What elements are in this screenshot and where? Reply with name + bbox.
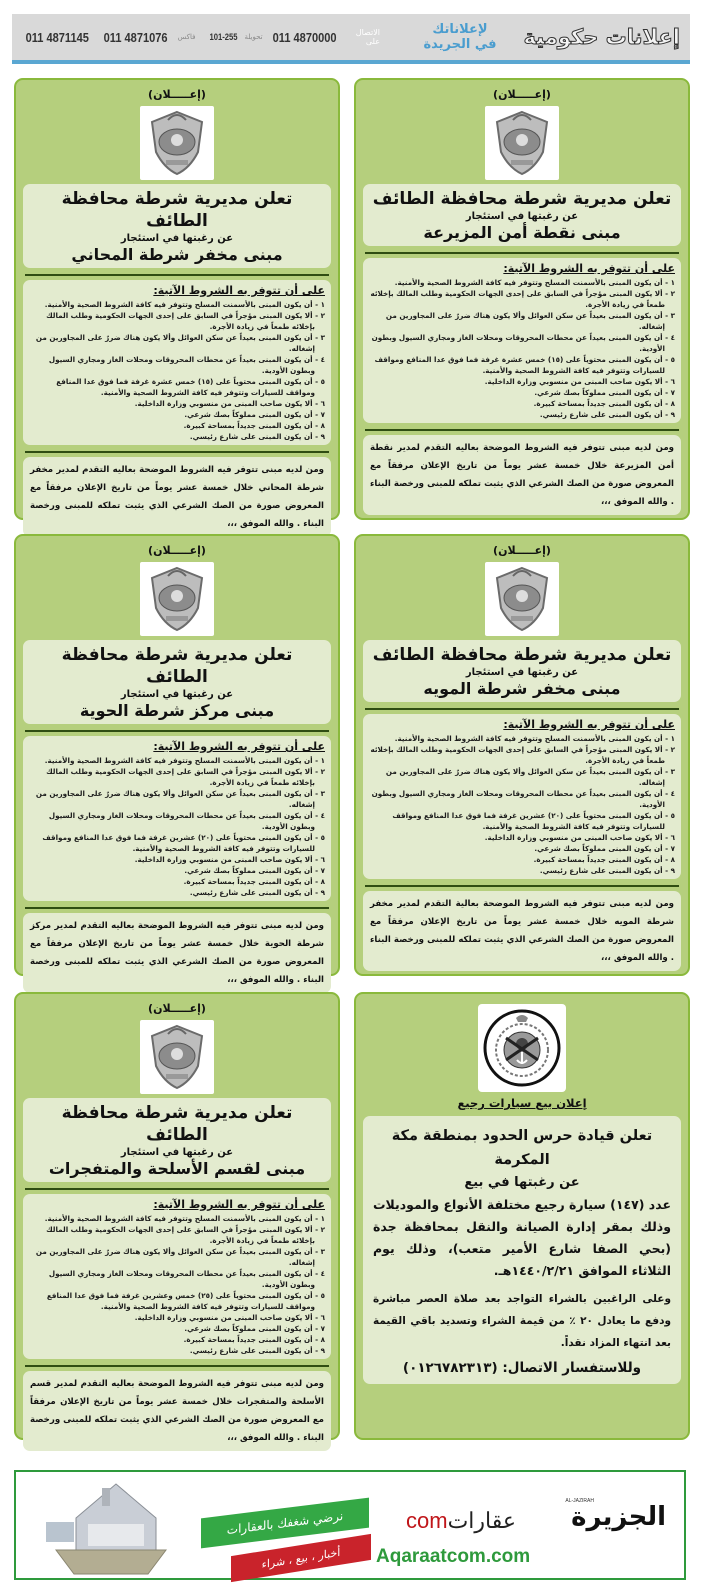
condition-item: ٢ - ألا يكون المبنى مؤجراً في السابق على إحدى الجهات الحكومية وطلب المالك بإخلائه طمعاً في زيادة الأجرة. (46, 311, 325, 331)
conditions-heading: على أن تتوفر به الشروط الآتية: (153, 740, 325, 753)
public-security-emblem-icon (485, 106, 559, 180)
conditions-box (363, 714, 681, 879)
jazirah-logo: الجزيرة (571, 1502, 666, 1532)
condition-item: ٥ - أن يكون المبنى محتوياً على (١٥) خمس عشرة غرفة فما فوق عدا المنافع ومواقف للسيارات وتتوفر فيه كافة الشروط الصحية والأمنية. (374, 355, 675, 375)
intent-text: عن رغبتها في استئجار (465, 667, 579, 678)
auction-body (363, 1116, 681, 1384)
condition-item: ٦ - ألا يكون صاحب المبنى من منسوبي وزارة الداخلية. (134, 855, 325, 864)
extension-range: 101-255 (209, 32, 238, 42)
condition-item: ١ - أن يكون المبنى بالأسمنت المسلح وتتوفر فيه كافة الشروط الصحية والأمنية. (44, 300, 325, 309)
condition-item: ١ - أن يكون المبنى بالأسمنت المسلح وتتوفر فيه كافة الشروط الصحية والأمنية. (394, 278, 675, 287)
condition-item: ٤ - أن يكون المبنى بعيداً عن محطات المحروقات ومحلات الغاز ومجاري السيول وبطون الأودية. (48, 1269, 325, 1289)
condition-item: ٣ - أن يكون المبنى بعيداً عن سكن العوائل وألا يكون هناك ضررٌ على المجاورين من إشغاله. (35, 789, 325, 809)
intent-text: عن رغبتها في استئجار (465, 211, 579, 222)
building-name: مبنى مخفر شرطة المحاني (71, 245, 283, 264)
condition-item: ٢ - ألا يكون المبنى مؤجراً في السابق على إحدى الجهات الحكومية وطلب المالك بإخلائه طمعاً في زيادة الأجرة. (370, 745, 675, 765)
conditions-heading: على أن تتوفر به الشروط الآتية: (153, 284, 325, 297)
condition-item: ٨ - أن يكون المبنى جديداً بمساحة كبيرة. (533, 855, 675, 864)
conditions-box (363, 258, 681, 423)
ad-card-weapons-explosives (14, 992, 340, 1443)
title-box (363, 184, 681, 246)
auction-intent: عن رغبتها في بيع (464, 1175, 580, 1190)
issuer-heading: تعلن مديرية شرطة محافظة الطائف (61, 645, 293, 687)
building-name: مبنى لقسم الأسلحة والمتفجرات (48, 1159, 306, 1178)
public-security-emblem-icon (140, 106, 214, 180)
condition-item: ٩ - أن يكون المبنى على شارع رئيسي. (189, 1346, 325, 1355)
ad-card-almuwayh (354, 534, 690, 976)
condition-item: ٤ - أن يكون المبنى بعيداً عن محطات المحروقات ومحلات الغاز ومجاري السيول وبطون الأودية. (48, 355, 325, 375)
title-box (363, 640, 681, 702)
public-security-emblem-icon (140, 562, 214, 636)
auction-instructions: وعلى الراغبين بالشراء التواجد بعد صلاة العصر مباشرة ودفع ما يعادل ٢٠ ٪ من قيمة الشراء وتسديد باقي القيمة بعد انتهاء المزاد نقداً. (373, 1293, 671, 1349)
public-security-emblem-icon (485, 562, 559, 636)
aqaraatcom-banner[interactable] (14, 1470, 686, 1580)
condition-item: ٦ - ألا يكون صاحب المبنى من منسوبي وزارة الداخلية. (134, 1313, 325, 1322)
condition-item: ٩ - أن يكون المبنى على شارع رئيسي. (189, 888, 325, 897)
condition-item: ٨ - أن يكون المبنى جديداً بمساحة كبيرة. (183, 1335, 325, 1344)
issuer-heading: تعلن مديرية شرطة محافظة الطائف (61, 1103, 293, 1145)
aqarat-url-link[interactable]: Aqaraatcom.com (376, 1546, 531, 1567)
divider (25, 451, 329, 453)
jazirah-logo-small: AL-JAZIRAH (565, 1498, 594, 1504)
divider (25, 730, 329, 732)
condition-item: ٧ - أن يكون المبنى مملوكاً بصك شرعي. (534, 844, 675, 853)
ad-card-almuzayraa (354, 78, 690, 520)
slogan-green-ribbon: نرضي شغفك بالعقارات (201, 1498, 369, 1549)
fax-number-1: 011 4871076 (104, 29, 169, 45)
house-laptop-illustration-icon (36, 1478, 186, 1578)
conditions-heading: على أن تتوفر به الشروط الآتية: (503, 718, 675, 731)
fax-label: فاكس (177, 33, 196, 41)
conditions-heading: على أن تتوفر به الشروط الآتية: (503, 262, 675, 275)
issuer-heading: تعلن مديرية شرطة محافظة الطائف (372, 189, 672, 209)
aqarat-logo-ar: عقارات (447, 1508, 516, 1533)
condition-item: ١ - أن يكون المبنى بالأسمنت المسلح وتتوفر فيه كافة الشروط الصحية والأمنية. (44, 756, 325, 765)
intent-text: عن رغبتها في استئجار (120, 233, 234, 244)
border-guard-emblem-icon (478, 1004, 566, 1092)
condition-item: ٩ - أن يكون المبنى على شارع رئيسي. (539, 866, 675, 875)
condition-item: ٣ - أن يكون المبنى بعيداً عن سكن العوائل وألا يكون هناك ضررٌ على المجاورين من إشغاله. (385, 767, 675, 787)
divider (25, 1365, 329, 1367)
condition-item: ٣ - أن يكون المبنى بعيداً عن سكن العوائل وألا يكون هناك ضررٌ على المجاورين من إشغاله. (35, 333, 325, 353)
divider (365, 429, 679, 431)
issuer-heading: تعلن مديرية شرطة محافظة الطائف (61, 189, 293, 231)
condition-item: ٦ - ألا يكون صاحب المبنى من منسوبي وزارة الداخلية. (484, 377, 675, 386)
announcement-label: (إعـــــلان) (148, 1002, 206, 1015)
tagline-line1: لإعلاناتك (432, 22, 488, 37)
condition-item: ٨ - أن يكون المبنى جديداً بمساحة كبيرة. (183, 877, 325, 886)
footer-text: ومن لديه مبنى تتوفر فيه الشروط الموضحة بعالية التقدم لمدير مخفر شرطة المويه خلال خمسة عشر يوماً من تاريخ الإعلان مرفقاً مع المعروض صورة من الصك الشرعي الذي يثبت تملكه للمبنى ورخصة البناء . والله الموفق ،،، (363, 891, 681, 971)
issuer-heading: تعلن مديرية شرطة محافظة الطائف (372, 645, 672, 665)
aqarat-logo-com: com (406, 1508, 448, 1533)
condition-item: ٥ - أن يكون المبنى محتوياً على (٢٥) خمس وعشرين غرفة فما فوق عدا المنافع ومواقف للسيارات وتتوفر فيه كافة الشروط الصحية والأمنية. (46, 1291, 325, 1311)
divider (365, 252, 679, 254)
announcement-label: (إعـــــلان) (148, 88, 206, 101)
announcement-label: (إعـــــلان) (493, 544, 551, 557)
intent-text: عن رغبتها في استئجار (120, 689, 234, 700)
condition-item: ٤ - أن يكون المبنى بعيداً عن محطات المحروقات ومحلات الغاز ومجاري السيول وبطون الأودية. (48, 811, 325, 831)
contact-label (356, 28, 380, 46)
condition-item: ٣ - أن يكون المبنى بعيداً عن سكن العوائل وألا يكون هناك ضررٌ على المجاورين من إشغاله. (35, 1247, 325, 1267)
condition-item: ٢ - ألا يكون المبنى مؤجراً في السابق على إحدى الجهات الحكومية وطلب المالك بإخلائه طمعاً في زيادة الأجرة. (46, 1225, 325, 1245)
title-box (23, 1098, 331, 1182)
condition-item: ١ - أن يكون المبنى بالأسمنت المسلح وتتوفر فيه كافة الشروط الصحية والأمنية. (394, 734, 675, 743)
conditions-box (23, 1194, 331, 1359)
condition-item: ٦ - ألا يكون صاحب المبنى من منسوبي وزارة الداخلية. (134, 399, 325, 408)
title-box (23, 640, 331, 724)
section-header (12, 14, 690, 64)
building-name: مبنى مركز شرطة الحوية (79, 701, 275, 720)
footer-text: ومن لديه مبنى تتوفر فيه الشروط الموضحة بعاليه التقدم لمدير مركز شرطة الحوية خلال خمسة عشر يوماً من تاريخ الإعلان مرفقاً مع المعروض صورة من الصك الشرعي الذي يثبت تملكه للمبنى ورخصة البناء . والله الموفق ،،، (23, 913, 331, 993)
condition-item: ٧ - أن يكون المبنى مملوكاً بصك شرعي. (184, 866, 325, 875)
header-contact (12, 28, 405, 46)
building-name: مبنى نقطة أمن المزيرعة (423, 223, 621, 242)
public-security-emblem-icon (140, 1020, 214, 1094)
condition-item: ١ - أن يكون المبنى بالأسمنت المسلح وتتوفر فيه كافة الشروط الصحية والأمنية. (44, 1214, 325, 1223)
auction-contact: وللاستفسار الاتصال: (٠١٢٦٧٨٢٣١٣) (402, 1360, 642, 1376)
header-tagline (405, 22, 515, 52)
condition-item: ٨ - أن يكون المبنى جديداً بمساحة كبيرة. (533, 399, 675, 408)
footer-text: ومن لديه مبنى تتوفر فيه الشروط الموضحة بعاليه التقدم لمدير قسم الأسلحة والمتفجرات خلال خمسة عشر يوماً من تاريخ الإعلان مرفقاً مع المعروض صورة من الصك الشرعي الذي يثبت تملكه للمبنى ورخصة البناء . والله الموفق ،،، (23, 1371, 331, 1451)
slogan-red-ribbon: أخبار ، بيع ، شراء (231, 1534, 371, 1582)
condition-item: ٥ - أن يكون المبنى محتوياً على (٢٠) عشرين غرفة فما فوق عدا المنافع ومواقف للسيارات وتتوفر فيه كافة الشروط الصحية والأمنية. (392, 811, 675, 831)
auction-announcement-title: إعلان بيع سيارات رجيع (457, 1096, 587, 1110)
building-name: مبنى مخفر شرطة المويه (423, 679, 621, 698)
contact-label-line1: الاتصال (355, 28, 380, 37)
main-phone: 011 4870000 (272, 29, 337, 45)
announcement-label: (إعـــــلان) (493, 88, 551, 101)
divider (365, 885, 679, 887)
ad-card-border-guard-auction (354, 992, 690, 1440)
condition-item: ٨ - أن يكون المبنى جديداً بمساحة كبيرة. (183, 421, 325, 430)
intent-text: عن رغبتها في استئجار (120, 1147, 234, 1158)
condition-item: ٤ - أن يكون المبنى بعيداً عن محطات المحروقات ومحلات الغاز ومجاري السيول وبطون الأودية. (371, 789, 675, 809)
condition-item: ٥ - أن يكون المبنى محتوياً على (١٥) خمس عشرة غرفة فما فوق عدا المنافع ومواقف للسيارات وتتوفر فيه كافة الشروط الصحية والأمنية. (56, 377, 325, 397)
condition-item: ٦ - ألا يكون صاحب المبنى من منسوبي وزارة الداخلية. (484, 833, 675, 842)
conditions-box (23, 280, 331, 445)
auction-issuer: تعلن قيادة حرس الحدود بمنطقة مكة المكرمة (391, 1128, 653, 1168)
condition-item: ٤ - أن يكون المبنى بعيداً عن محطات المحروقات ومحلات الغاز ومجاري السيول وبطون الأودية. (371, 333, 675, 353)
divider (25, 1188, 329, 1190)
ad-card-almahani (14, 78, 340, 529)
title-box (23, 184, 331, 268)
condition-item: ٢ - ألا يكون المبنى مؤجراً في السابق على إحدى الجهات الحكومية وطلب المالك بإخلائه طمعاً في زيادة الأجرة. (46, 767, 325, 787)
divider (365, 708, 679, 710)
footer-text: ومن لديه مبنى تتوفر فيه الشروط الموضحة بعاليه التقدم لمدير نقطة أمن المزيرعة خلال خمسة عشر يوماً من تاريخ الإعلان مرفقاً مع المعروض صورة من الصك الشرعي الذي يثبت تملكه للمبنى ورخصة البناء . والله الموفق ،،، (363, 435, 681, 515)
conditions-box (23, 736, 331, 901)
condition-item: ٥ - أن يكون المبنى محتوياً على (٢٠) عشرين غرفة فما فوق عدا المنافع ومواقف للسيارات وتتوفر فيه كافة الشروط الصحية والأمنية. (42, 833, 325, 853)
fax-number-2: 011 4871145 (25, 29, 89, 45)
conditions-heading: على أن تتوفر به الشروط الآتية: (153, 1198, 325, 1211)
condition-item: ٧ - أن يكون المبنى مملوكاً بصك شرعي. (534, 388, 675, 397)
footer-text: ومن لديه مبنى تتوفر فيه الشروط الموضحة بعاليه التقدم لمدير مخفر شرطة المحاني خلال خمسة عشر يوماً من تاريخ الإعلان مرفقاً مع المعروض صورة من الصك الشرعي الذي يثبت تملكه للمبنى ورخصة البناء . والله الموفق ،،، (23, 457, 331, 537)
announcement-label: (إعـــــلان) (148, 544, 206, 557)
condition-item: ٣ - أن يكون المبنى بعيداً عن سكن العوائل وألا يكون هناك ضررٌ على المجاورين من إشغاله. (385, 311, 675, 331)
tagline-line2: في الجريدة (423, 37, 497, 52)
condition-item: ٧ - أن يكون المبنى مملوكاً بصك شرعي. (184, 410, 325, 419)
divider (25, 274, 329, 276)
aqarat-logo (406, 1508, 516, 1534)
ad-card-alhawiyah (14, 534, 340, 985)
section-title: إعلانات حكومية (523, 25, 680, 49)
condition-item: ٩ - أن يكون المبنى على شارع رئيسي. (189, 432, 325, 441)
contact-label-line2: على (365, 37, 380, 46)
extension-label: تحويلة (244, 33, 263, 41)
condition-item: ٧ - أن يكون المبنى مملوكاً بصك شرعي. (184, 1324, 325, 1333)
divider (25, 907, 329, 909)
condition-item: ٩ - أن يكون المبنى على شارع رئيسي. (539, 410, 675, 419)
auction-details: عدد (١٤٧) سيارة رجيع مختلفة الأنواع والموديلات وذلك بمقر إدارة الصيانة والنقل بمحافظة جدة (بحي الصفا شارع الأمير متعب)، وذلك يوم الثلاثاء الموافق ١٤٤٠/٢/٢١هـ. (373, 1197, 671, 1278)
condition-item: ٢ - ألا يكون المبنى مؤجراً في السابق على إحدى الجهات الحكومية وطلب المالك بإخلائه طمعاً في زيادة الأجرة. (370, 289, 675, 309)
